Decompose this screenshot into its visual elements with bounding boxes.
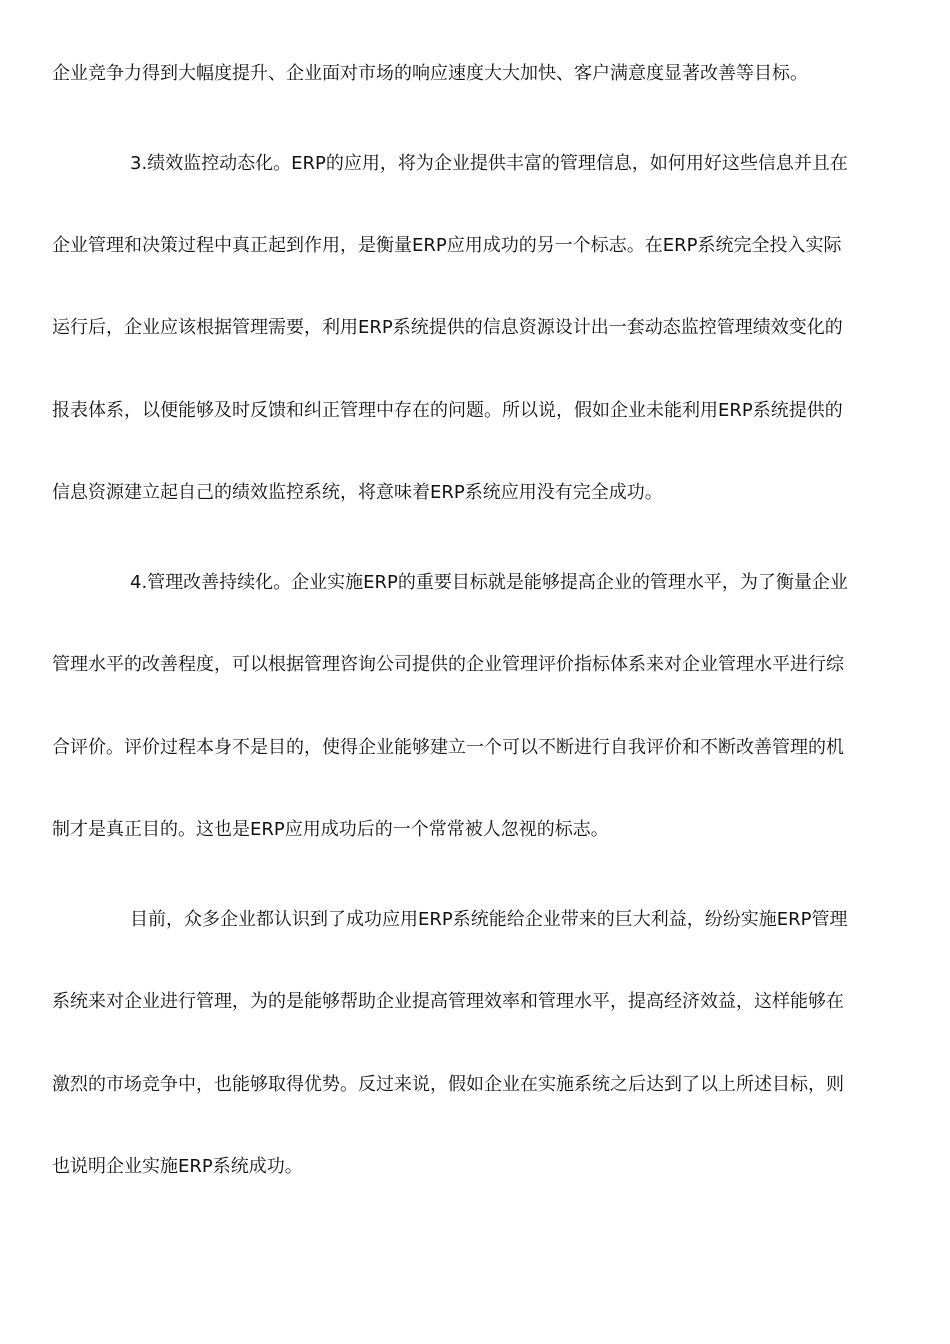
- paragraph-1-line-1: 企业竞争力得到大幅度提升、企业面对市场的响应速度大大加快、客户满意度显著改善等目标。: [52, 63, 808, 84]
- paragraph-2-line-4: 报表体系，以便能够及时反馈和纠正管理中存在的问题。所以说，假如企业未能利用ERP系统提供的: [52, 400, 843, 421]
- paragraph-4-line-3: 激烈的市场竞争中，也能够取得优势。反过来说，假如企业在实施系统之后达到了以上所述目标，则: [52, 1074, 844, 1095]
- paragraph-3-line-2: 管理水平的改善程度，可以根据管理咨询公司提供的企业管理评价指标体系来对企业管理水平进行综: [52, 654, 844, 675]
- paragraph-2-line-5: 信息资源建立起自己的绩效监控系统，将意味着ERP系统应用没有完全成功。: [52, 482, 663, 503]
- paragraph-3-line-1: 4.管理改善持续化。企业实施ERP的重要目标就是能够提高企业的管理水平，为了衡量企业: [130, 572, 848, 593]
- paragraph-4-line-2: 系统来对企业进行管理，为的是能够帮助企业提高管理效率和管理水平，提高经济效益，这样能够在: [52, 991, 844, 1012]
- paragraph-3-line-3: 合评价。评价过程本身不是目的，使得企业能够建立一个可以不断进行自我评价和不断改善管理的机: [52, 737, 844, 758]
- paragraph-3-line-4: 制才是真正目的。这也是ERP应用成功后的一个常常被人忽视的标志。: [52, 819, 609, 840]
- paragraph-2-line-2: 企业管理和决策过程中真正起到作用，是衡量ERP应用成功的另一个标志。在ERP系统完全投入实际: [52, 235, 842, 256]
- paragraph-2-line-3: 运行后，企业应该根据管理需要，利用ERP系统提供的信息资源设计出一套动态监控管理绩效变化的: [52, 317, 843, 338]
- paragraph-4-line-1: 目前，众多企业都认识到了成功应用ERP系统能给企业带来的巨大利益，纷纷实施ERP管理: [130, 909, 848, 930]
- paragraph-2-line-1: 3.绩效监控动态化。ERP的应用，将为企业提供丰富的管理信息，如何用好这些信息并且在: [130, 153, 848, 174]
- paragraph-4-line-4: 也说明企业实施ERP系统成功。: [52, 1156, 303, 1177]
